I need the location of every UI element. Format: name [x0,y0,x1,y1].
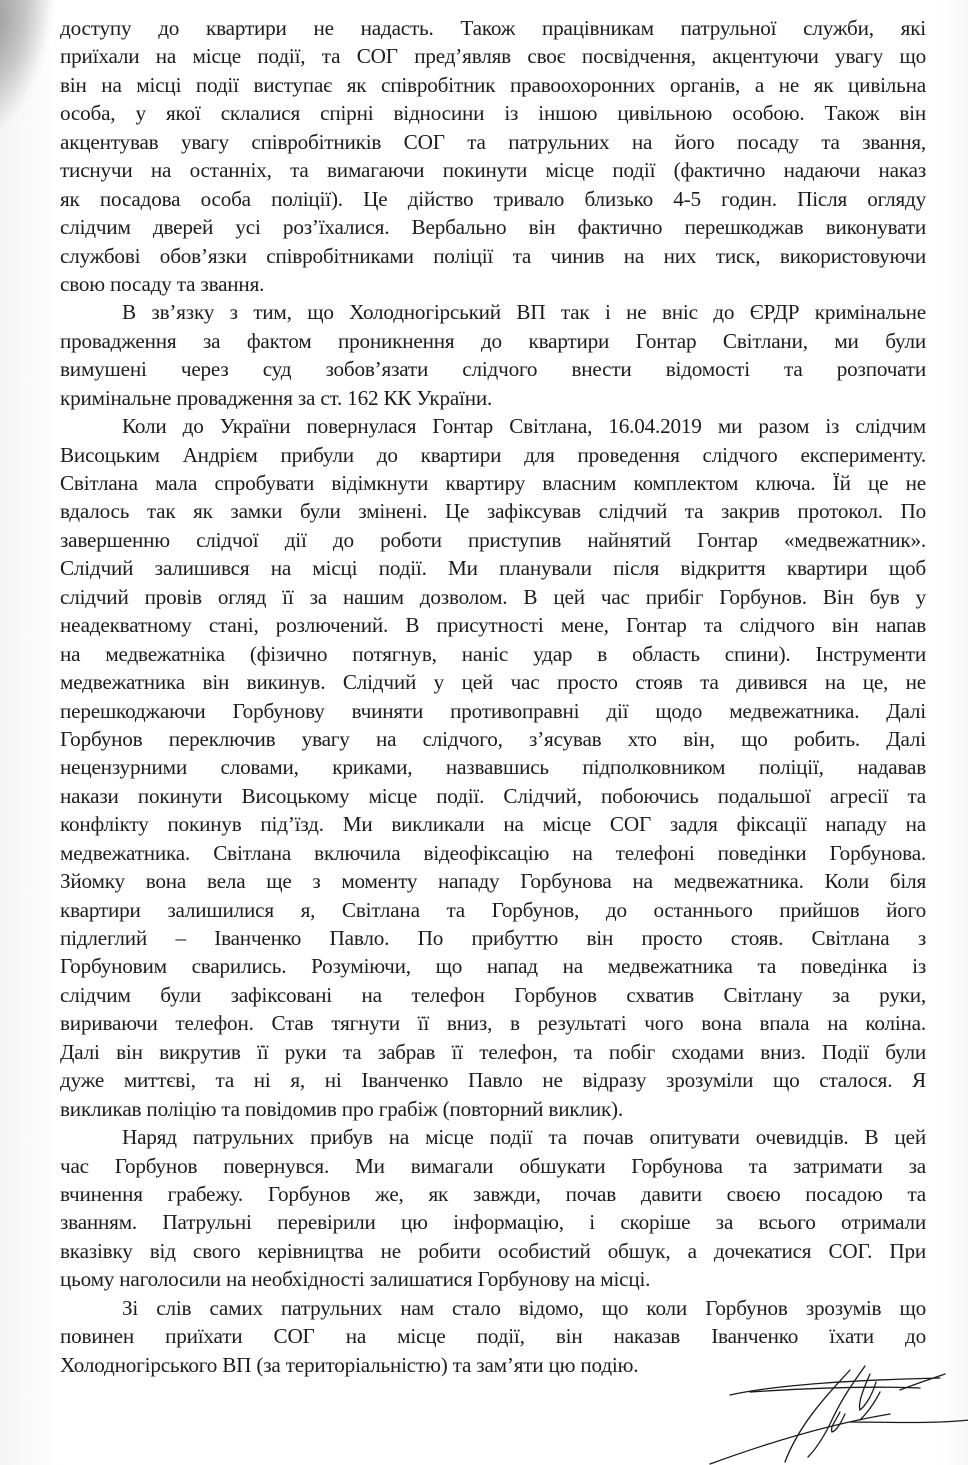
text-line: слідчим були зафіксовані на телефон Горбунов схватив Світлану за руки, [60,982,926,1007]
text-line: Далі він викрутив її руки та забрав її телефон, та побіг сходами вниз. Події були [60,1039,926,1064]
document-body [60,14,926,1379]
text-line: Горбуновим сварились. Розуміючи, що напад на медвежатника та поведінка із [60,954,926,979]
text-line: нецензурними словами, криками, назвавшись підполковником поліції, надавав [60,755,926,780]
text-line: перешкоджаючи Горбунову вчиняти противоправні дії щодо медвежатника. Далі [60,698,926,723]
text-line: як посадова особа поліції). Це дійство тривало близько 4-5 годин. Після огляду [60,186,926,211]
text-line: медвежатника. Світлана включила відеофіксацію на телефоні поведінки Горбунова. [60,840,926,865]
text-line: Горбунов переключив увагу на слідчого, з’ясував хто він, що робить. Далі [60,726,926,751]
paragraph [60,1123,926,1294]
text-line: викликав поліцію та повідомив про грабіж (повторний виклик). [60,1096,623,1121]
text-line: повинен приїхати СОГ на місце події, він наказав Іванченко їхати до [60,1324,926,1349]
paragraph [60,298,926,412]
paragraph [60,14,926,298]
text-line: слідчий провів огляд її за нашим дозволом. В цей час прибіг Горбунов. Він був у [60,584,926,609]
text-line: акцентував увагу співробітників СОГ та патрульних на його посаду та звання, [60,129,926,154]
text-line: приїхали на місце події, та СОГ пред’являв своє посвідчення, акцентуючи увагу що [60,44,926,69]
paragraph [60,412,926,1123]
text-line: завершенню слідчої дії до роботи приступив найнятий Гонтар «медвежатник». [60,527,926,552]
text-line: званням. Патрульні перевірили цю інформацію, і скоріше за всього отримали [60,1210,926,1235]
text-line: квартири залишилися я, Світлана та Горбунов, до останнього прийшов його [60,897,926,922]
text-line: вдалось так як замки були змінені. Це зафіксував слідчий та закрив протокол. По [60,499,926,524]
text-line: цьому наголосили на необхідності залишатися Горбунову на місці. [60,1267,651,1292]
text-line: вимушені через суд зобов’язати слідчого внести відомості та розпочати [60,357,926,382]
page-edge-shadow [0,0,56,146]
text-line: конфлікту покинув під’їзд. Ми викликали на місце СОГ задля фіксації нападу на [60,812,926,837]
text-line: службові обов’язки співробітниками поліції та чинив на них тиск, використовуючи [60,243,926,268]
text-line: тиснучи на останніх, та вимагаючи покинути місце події (фактично надаючи наказ [60,158,926,183]
text-line: Зйомку вона вела ще з моменту нападу Горбунова на медвежатника. Коли біля [60,869,926,894]
text-line: свою посаду та звання. [60,271,265,296]
text-line: кримінальне провадження за ст. 162 КК України. [60,385,493,410]
text-line: В зв’язку з тим, що Холодногірський ВП так і не вніс до ЄРДР кримінальне [122,300,926,325]
text-line: підлеглий – Іванченко Павло. По прибуттю він просто стояв. Світлана з [60,926,926,950]
text-line: слідчим дверей усі роз’їхалися. Вербально він фактично перешкоджав виконувати [60,215,926,240]
text-line: неадекватному стані, розлючений. В присутності мене, Гонтар та слідчого він напав [60,613,926,638]
paragraph [60,1294,926,1379]
text-line: Світлана мала спробувати відімкнути квартиру власним комплектом ключа. Їй це не [60,471,926,495]
text-line: вириваючи телефон. Став тягнути її вниз, в результаті чого вона впала на коліна. [60,1011,926,1036]
text-line: накази покинути Висоцькому місце події. Слідчий, побоючись подальшої агресії та [60,783,926,808]
text-line: на медвежатніка (фізично потягнув, наніс удар в область спини). Інструменти [60,641,926,666]
text-line: дуже миттєві, та ні я, ні Іванченко Павло не відразу зрозуміли що сталося. Я [60,1068,926,1093]
text-line: Слідчий залишився на місці події. Ми планували після відкриття квартири щоб [60,556,926,581]
text-line: він на місці події виступає як співробітник правоохоронних органів, а не як цивільна [60,72,926,97]
text-line: Наряд патрульних прибув на місце події та почав опитувати очевидців. В цей [122,1125,926,1150]
text-line: Зі слів самих патрульних нам стало відомо, що коли Горбунов зрозумів що [122,1295,926,1320]
text-line: медвежатника він викинув. Слідчий у цей час просто стояв та дивився на це, не [60,670,926,695]
text-line: провадження за фактом проникнення до квартири Гонтар Світлани, ми були [60,328,926,353]
text-line: Холодногірського ВП (за територіальністю) та зам’яти цю подію. [60,1352,639,1377]
text-line: вказівку від свого керівництва не робити особистий обшук, а дочекатися СОГ. При [60,1238,926,1263]
text-line: доступу до квартири не надасть. Також працівникам патрульної служби, які [60,16,926,40]
text-line: час Горбунов повернувся. Ми вимагали обшукати Горбунова та затримати за [60,1153,926,1178]
text-line: Висоцьким Андрієм прибули до квартири для проведення слідчого експерименту. [60,442,926,467]
text-line: Коли до України повернулася Гонтар Світлана, 16.04.2019 ми разом із слідчим [122,414,926,439]
text-line: особа, у якої склалися спірні відносини із іншою цивільною особою. Також він [60,101,926,126]
text-line: вчинення грабежу. Горбунов же, як завжди, почав давити своєю посадою та [60,1181,926,1206]
